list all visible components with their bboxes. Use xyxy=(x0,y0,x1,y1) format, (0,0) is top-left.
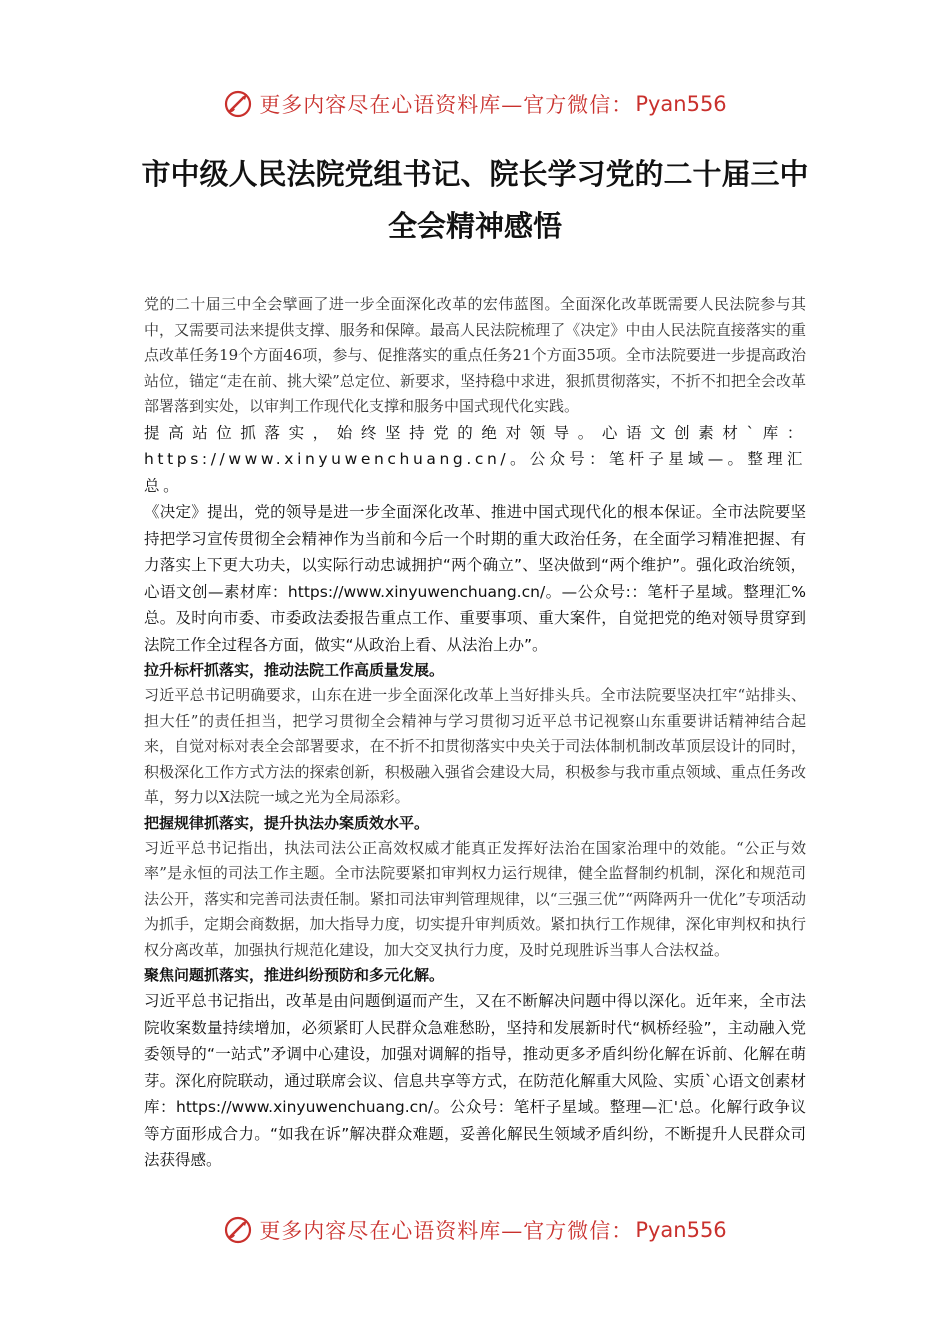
footer-watermark xyxy=(0,1210,950,1250)
watermark-text: 更多内容尽在心语资料库—官方微信： xyxy=(259,1219,634,1243)
section-4-heading: 聚焦问题抓落实，推进纠纷预防和多元化解。 xyxy=(144,966,445,984)
brush-logo-icon xyxy=(223,89,253,119)
section-3-heading: 把握规律抓落实，提升执法办案质效水平。 xyxy=(144,813,430,832)
intro-paragraph: 党的二十届三中全会擘画了进一步全面深化改革的宏伟蓝图。全面深化改革既需要人民法院参与其中，又需要司法来提供支撑、服务和保障。最高人民法院梳理了《决定》中由人民法院直接落实的重点改革任务19个方面46项，参与、促推落实的重点任务21个方面35项。全市法院要进一步提高政治站位，锚定“走在前、挑大梁”总定位、新要求，坚持稳中求进，狠抓贯彻落实，不折不扣把全会改革部署落到实处，以审判工作现代化支撑和服务中国式现代化实践。 xyxy=(144,295,806,415)
document-body xyxy=(144,292,806,1174)
section-2-paragraph: 习近平总书记明确要求，山东在进一步全面深化改革上当好排头兵。全市法院要坚决扛牢“站排头、担大任”的责任担当，把学习贯彻全会精神与学习贯彻习近平总书记视察山东重要讲话精神结合起来，自觉对标对表全会部署要求，在不折不扣贯彻落实中央关于司法体制机制改革顶层设计的同时，积极深化工作方式方法的探索创新，积极融入强省会建设大局，积极参与我市重点领域、重点任务改革，努力以X法院一域之光为全局添彩。 xyxy=(144,686,806,806)
section-3-paragraph: 习近平总书记指出，执法司法公正高效权威才能真正发挥好法治在国家治理中的效能。“公正与效率”是永恒的司法工作主题。全市法院要紧扣审判权力运行规律，健全监督制约机制，深化和规范司法公开，落实和完善司法责任制。紧扣司法审判管理规律，以“三强三优”“两降两升一优化”专项活动为抓手，定期会商数据，加大指导力度，切实提升审判质效。紧扣执行工作规律，深化审判权和执行权分离改革，加强执行规范化建设，加大交叉执行力度，及时兑现胜诉当事人合法权益。 xyxy=(144,838,806,959)
brush-logo-icon xyxy=(223,1215,253,1245)
section-2-heading: 拉升标杆抓落实，推动法院工作高质量发展。 xyxy=(144,661,445,679)
document-title: 市中级人民法院党组书记、院长学习党的二十届三中全会精神感悟 xyxy=(141,157,809,243)
section-4-paragraph: 习近平总书记指出，改革是由问题倒逼而产生，又在不断解决问题中得以深化。近年来，全市法院收案数量持续增加，必须紧盯人民群众急难愁盼，坚持和发展新时代“枫桥经验”，主动融入党委领导的“一站式”矛调中心建设，加强对调解的指导，推动更多矛盾纠纷化解在诉前、化解在萌芽。深化府院联动，通过联席会议、信息共享等方式，在防范化解重大风险、实质`心语文创素材库：https://www.xinyuwenchuang.cn/。公众号：笔杆子星域。整理—汇'总。化解行政争议等方面形成合力。“如我在诉”解决群众难题，妥善化解民生领域矛盾纠纷，不断提升人民群众司法获得感。 xyxy=(144,992,806,1169)
watermark-wechat-id: Pyan556 xyxy=(635,1218,727,1242)
watermark-text: 更多内容尽在心语资料库—官方微信： xyxy=(259,93,634,117)
section-1-lead: 提高站位抓落实，始终坚持党的绝对领导。心语文创素材`库：https://www.xinyuwenchuang.cn/。公众号：笔杆子星域—。整理汇总。 xyxy=(144,423,806,495)
watermark-wechat-id: Pyan556 xyxy=(635,92,727,116)
header-watermark xyxy=(0,84,950,124)
section-1-paragraph: 《决定》提出，党的领导是进一步全面深化改革、推进中国式现代化的根本保证。全市法院要坚持把学习宣传贯彻全会精神作为当前和今后一个时期的重大政治任务，在全面学习精准把握、有力落实上下更大功夫，以实际行动忠诚拥护“两个确立”、坚决做到“两个维护”。强化政治统领，心语文创—素材库：https://www.xinyuwenchuang.cn/。—公众号:：笔杆子星域。整理汇%总。及时向市委、市委政法委报告重点工作、重要事项、重大案件，自觉把党的绝对领导贯穿到法院工作全过程各方面，做实“从政治上看、从法治上办”。 xyxy=(144,503,806,654)
